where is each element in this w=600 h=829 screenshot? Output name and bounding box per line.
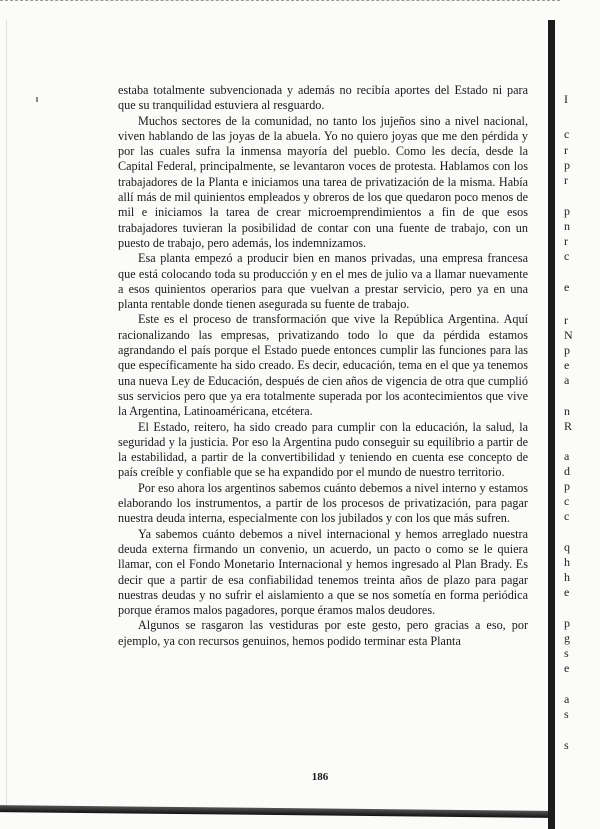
body-text <box>118 83 528 649</box>
adjacent-page-fragment: r <box>564 173 568 187</box>
page-top-edge <box>0 0 560 4</box>
adjacent-page-fragment: r <box>564 313 568 327</box>
adjacent-page-fragment: e <box>564 661 570 675</box>
adjacent-page-fragment: n <box>564 404 570 418</box>
paragraph: estaba totalmente subvencionada y además no recibía aportes del Estado ni para que su tranquilidad estuviera al resguardo. <box>118 83 528 113</box>
paragraph: El Estado, reitero, ha sido creado para cumplir con la educación, la salud, la seguridad y la justicia. Por eso la Argentina pudo conseguir su equilibrio a partir de la estabilidad, a partir de la convertibilidad y teniendo en cuenta ese concepto de país creíble y confiable que se ha expandido por el mundo de nuestro territorio. <box>118 419 528 480</box>
adjacent-page-fragment: p <box>564 616 570 630</box>
adjacent-page-fragment: r <box>564 143 568 157</box>
paragraph: Por eso ahora los argentinos sabemos cuánto debemos a nivel interno y estamos elaborando los instrumentos, a partir de los procesos de privatización, para pagar nuestra deuda interna, especialmente con los jubilados y con los que más sufren. <box>118 480 528 526</box>
adjacent-page-fragment: c <box>564 494 570 508</box>
adjacent-page-fragment: p <box>564 343 570 357</box>
adjacent-page-fragment: a <box>564 449 570 463</box>
adjacent-page-fragment: d <box>564 464 570 478</box>
adjacent-page-fragment: R <box>564 419 573 433</box>
adjacent-page-fragment: g <box>564 631 570 645</box>
adjacent-page-fragment: c <box>564 509 570 523</box>
book-gutter <box>548 20 555 829</box>
adjacent-page-fragments <box>564 0 600 829</box>
adjacent-page-fragment: h <box>564 570 570 584</box>
adjacent-page-fragment: p <box>564 204 570 218</box>
scan-speck <box>36 97 38 102</box>
adjacent-page-fragment: h <box>564 555 570 569</box>
adjacent-page-fragment: e <box>564 358 570 372</box>
adjacent-page-fragment: a <box>564 692 570 706</box>
adjacent-page-fragment: p <box>564 158 570 172</box>
adjacent-page-fragment: c <box>564 249 570 263</box>
adjacent-page-fragment: n <box>564 219 570 233</box>
paragraph: Ya sabemos cuánto debemos a nivel internacional y hemos arreglado nuestra deuda externa firmando un convenio, un acuerdo, un pacto o como se le quiera llamar, con el Fondo Monetario Internacional y hemos ingresado al Plan Brady. Es decir que a partir de esa confiabilidad tenemos treinta años de plazo para pagar nuestras deudas y no sufrir el aislamiento a que se nos sometía en forma periódica porque éramos malos pagadores, porque éramos malos deudores. <box>118 526 528 618</box>
paragraph: Algunos se rasgaron las vestiduras por este gesto, pero gracias a eso, por ejemplo, ya con recursos genuinos, hemos podido terminar esta Planta <box>118 618 528 648</box>
adjacent-page-fragment: s <box>564 707 569 721</box>
adjacent-page-fragment: I <box>564 92 568 106</box>
adjacent-page-fragment: c <box>564 127 570 141</box>
page-bottom-edge <box>0 805 548 818</box>
page-number: 186 <box>311 771 329 783</box>
adjacent-page-fragment: N <box>564 328 573 342</box>
adjacent-page-fragment: s <box>564 646 569 660</box>
adjacent-page-fragment: e <box>564 280 570 294</box>
paragraph: Esa planta empezó a producir bien en manos privadas, una empresa francesa que está colocando toda su producción y en el mes de julio va a llamar nuevamente a esos quinientos operarios para que vuelvan a prestar servicio, pero ya en una planta rentable donde tienen asegurada su fuente de trabajo. <box>118 251 528 312</box>
adjacent-page-fragment: q <box>564 540 570 554</box>
paragraph: Muchos sectores de la comunidad, no tanto los jujeños sino a nivel nacional, viven hablando de las joyas de la abuela. Yo no quiero joyas que me den pérdida y por las cuales sufra la inmensa mayoría del pueblo. Como les decía, desde la Capital Federal, principalmente, se levantaron voces de protesta. Hablamos con los trabajadores de la Planta e iniciamos una tarea de privatización de la misma. Había allí más de mil quinientos empleados y obreros de los que quedaron poco menos de mil e iniciamos la tarea de crear microemprendimientos a fin de que esos trabajadores tuvieran la posibilidad de contar con una fuente de trabajo, con un puesto de trabajo, pero además, los indemnizamos. <box>118 113 528 250</box>
adjacent-page-fragment: s <box>564 738 569 752</box>
adjacent-page-fragment: a <box>564 373 570 387</box>
page-left-edge <box>6 20 7 810</box>
adjacent-page-fragment: r <box>564 234 568 248</box>
paragraph: Este es el proceso de transformación que vive la República Argentina. Aquí racionalizando las empresas, privatizando todo lo que da pérdida estamos agrandando el país porque el Estado puede entonces cumplir las funciones para las que específicamente ha sido creado. Es decir, educación, tema en el que ya tenemos una nueva Ley de Educación, después de cien años de vigencia de otra que cumplió sus servicios pero que ya era totalmente superada por los acontecimientos que vive la Argentina, Latinoaméricana, etcétera. <box>118 312 528 419</box>
adjacent-page-fragment: p <box>564 479 570 493</box>
adjacent-page-fragment: e <box>564 585 570 599</box>
